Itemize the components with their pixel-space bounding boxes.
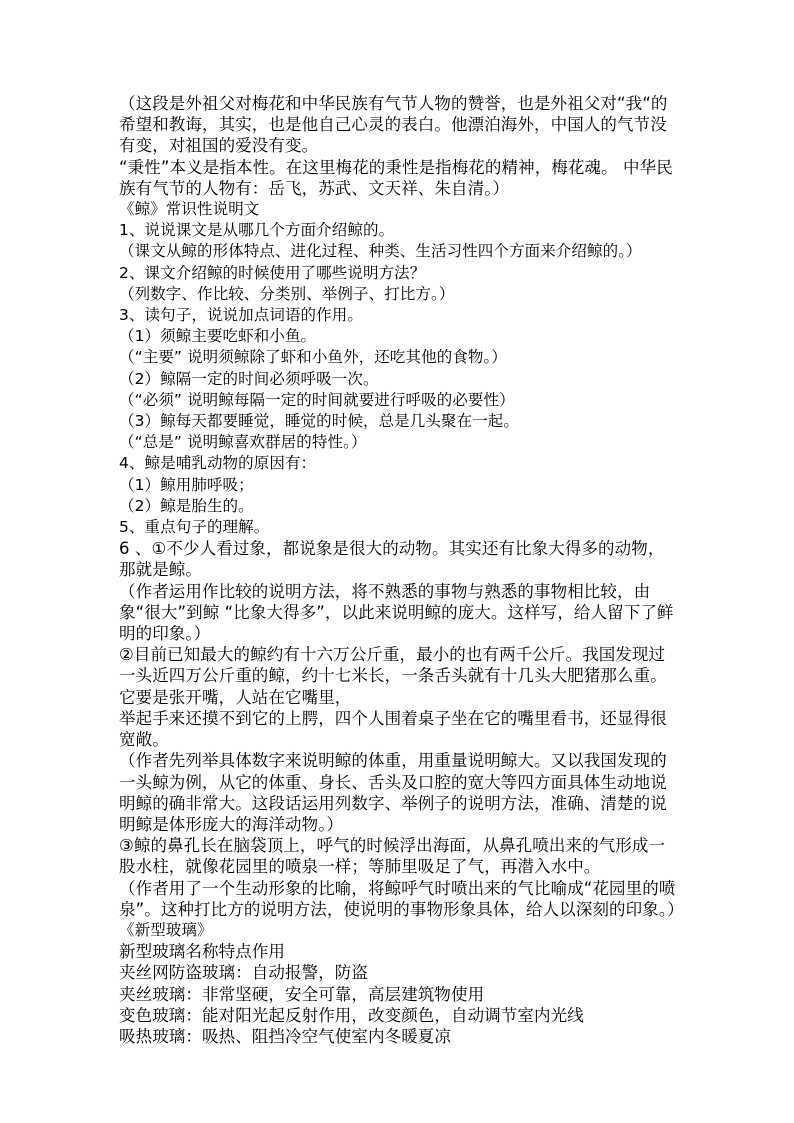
document-body bbox=[119, 93, 684, 1047]
text-line: 夹丝玻璃：非常坚硬，安全可靠，高层建筑物使用 bbox=[119, 984, 485, 1004]
text-line: （1）须鲸主要吃虾和小鱼。 bbox=[119, 327, 317, 346]
text-line: 4、鲸是哺乳动物的原因有： bbox=[119, 454, 317, 473]
text-line: 5、重点句子的理解。 bbox=[119, 518, 270, 537]
text-line: 举起手来还摸不到它的上腭，四个人围着桌子坐在它的嘴里看书，还显得很宽敞。 bbox=[119, 708, 667, 750]
text-line: “秉性”本义是指本性。在这里梅花的秉性是指梅花的精神，梅花魂。 中华民族有气节的人物有：岳飞，苏武、文天祥、朱自清。） bbox=[119, 157, 673, 198]
text-line: （作者先列举具体数字来说明鲸的体重，用重量说明鲸大。又以我国发现的一头鲸为例，从它的体重、身长、舌头及口腔的宽大等四方面具体生动地说明鲸的确非常大。这段话运用列数字、举例子的说明方法，准确、清楚的说明鲸是体形庞大的海洋动物。） bbox=[119, 751, 667, 834]
text-line: （2）鲸隔一定的时间必须呼吸一次。 bbox=[119, 369, 379, 388]
text-line: （“必须” 说明鲸每隔一定的时间就要进行呼吸的必要性） bbox=[119, 390, 515, 409]
text-line: （作者用了一个生动形象的比喻，将鲸呼气时喷出来的气比喻成“花园里的喷泉”。这种打比方的说明方法，使说明的事物形象具体，给人以深刻的印象。） bbox=[119, 878, 684, 919]
text-line: 6 、①不少人看过象，都说象是很大的动物。其实还有比象大得多的动物，那就是鲸。 bbox=[119, 539, 665, 580]
text-line: （课文从鲸的形体特点、进化过程、种类、生活习性四个方面来介绍鲸的。） bbox=[119, 242, 642, 261]
text-line: 《鲸》常识性说明文 bbox=[119, 200, 260, 219]
text-line: ②目前已知最大的鲸约有十六万公斤重，最小的也有两千公斤。我国发现过一头近四万公斤重的鲸，约十七米长，一条舌头就有十几头大肥猪那么重。它要是张开嘴，人站在它嘴里， bbox=[119, 645, 667, 707]
text-line: （列数字、作比较、分类别、举例子、打比方。） bbox=[119, 284, 455, 303]
text-line: 《新型玻璃》 bbox=[119, 920, 213, 939]
text-line: 新型玻璃名称特点作用 bbox=[119, 942, 285, 962]
text-line: （“总是” 说明鲸喜欢群居的特性。） bbox=[119, 433, 367, 452]
text-line: ③鲸的鼻孔长在脑袋顶上，呼气的时候浮出海面，从鼻孔喷出来的气形成一股水柱，就像花园里的喷泉一样；等肺里吸足了气，再潜入水中。 bbox=[119, 836, 666, 877]
text-line: 变色玻璃：能对阳光起反射作用，改变颜色，自动调节室内光线 bbox=[119, 1005, 584, 1025]
text-line: （1）鲸用肺呼吸； bbox=[119, 475, 254, 494]
text-line: 3、读句子，说说加点词语的作用。 bbox=[119, 306, 363, 325]
text-line: （作者运用作比较的说明方法，将不熟悉的事物与熟悉的事物相比较，由象“很大”到鲸 “比象大得多”，以此来说明鲸的庞大。这样写，给人留下了鲜明的印象。） bbox=[119, 581, 674, 644]
text-line: 1、说说课文是从哪几个方面介绍鲸的。 bbox=[119, 221, 395, 240]
text-line: 夹丝网防盗玻璃：自动报警，防盗 bbox=[119, 963, 368, 983]
text-line: 2、课文介绍鲸的时候使用了哪些说明方法？ bbox=[119, 263, 426, 282]
text-line: （2）鲸是胎生的。 bbox=[119, 496, 254, 515]
text-line: 吸热玻璃：吸热、阻挡冷空气使室内冬暖夏凉 bbox=[119, 1026, 451, 1046]
text-line: （3）鲸每天都要睡觉，睡觉的时候，总是几头聚在一起。 bbox=[119, 412, 519, 431]
text-line: （“主要” 说明须鲸除了虾和小鱼外，还吃其他的食物。） bbox=[119, 348, 507, 367]
text-line: （这段是外祖父对梅花和中华民族有气节人物的赞誉，也是外祖父对“我“的希望和教诲，其实，也是他自己心灵的表白。他漂泊海外，中国人的气节没有变，对祖国的爱没有变。 bbox=[119, 94, 668, 156]
